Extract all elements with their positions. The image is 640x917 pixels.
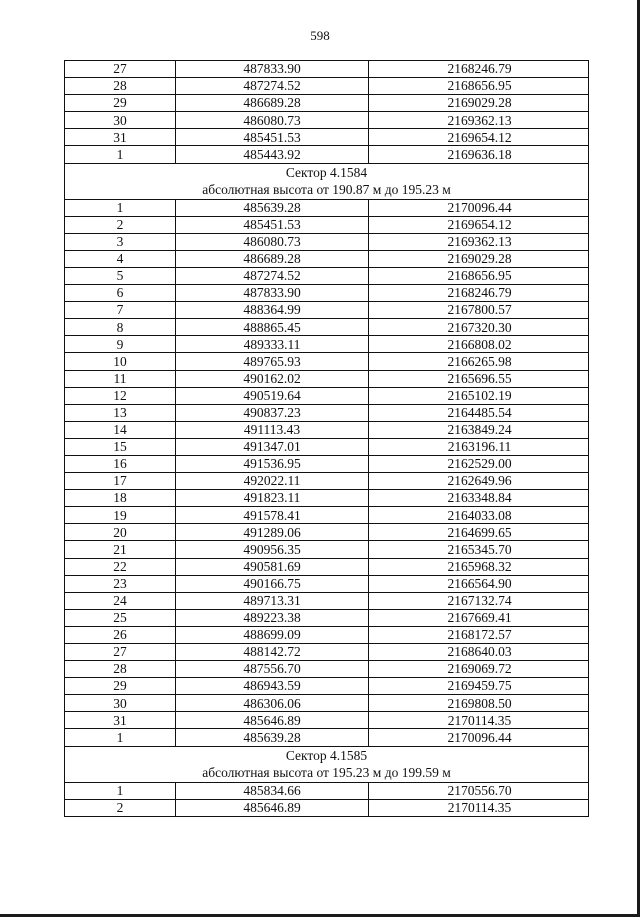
y-coordinate: 2162529.00 xyxy=(368,456,590,472)
table-row xyxy=(64,128,589,145)
point-number: 5 xyxy=(116,268,124,284)
y-coordinate: 2170114.35 xyxy=(368,712,590,728)
point-number: 11 xyxy=(113,370,127,386)
point-number: 27 xyxy=(113,644,127,660)
y-coordinate: 2167669.41 xyxy=(368,610,590,626)
x-coordinate: 486080.73 xyxy=(175,112,368,128)
table-row xyxy=(64,782,589,799)
table-row xyxy=(64,77,589,94)
table-row xyxy=(64,94,589,111)
point-number: 29 xyxy=(113,678,127,694)
x-coordinate: 485451.53 xyxy=(175,217,368,233)
x-coordinate: 489333.11 xyxy=(175,336,368,352)
table-row xyxy=(64,728,589,745)
y-coordinate: 2169654.12 xyxy=(368,217,590,233)
y-coordinate: 2165345.70 xyxy=(368,541,590,557)
point-number: 9 xyxy=(116,336,124,352)
point-number: 1 xyxy=(116,782,124,798)
table-row xyxy=(64,643,589,660)
y-coordinate: 2169069.72 xyxy=(368,661,590,677)
table-row xyxy=(64,472,589,489)
y-coordinate: 2170096.44 xyxy=(368,200,590,216)
point-number: 7 xyxy=(116,302,124,318)
table-row xyxy=(64,145,589,162)
table-bottom-border xyxy=(64,816,589,817)
table-continuation xyxy=(64,60,589,163)
table-row xyxy=(64,335,589,352)
table-row xyxy=(64,694,589,711)
y-coordinate: 2167320.30 xyxy=(368,319,590,335)
y-coordinate: 2168246.79 xyxy=(368,61,590,77)
point-number: 18 xyxy=(113,490,127,506)
x-coordinate: 487556.70 xyxy=(175,661,368,677)
point-number: 8 xyxy=(116,319,124,335)
x-coordinate: 491113.43 xyxy=(175,422,368,438)
x-coordinate: 490956.35 xyxy=(175,541,368,557)
y-coordinate: 2170114.35 xyxy=(368,800,590,816)
x-coordinate: 490519.64 xyxy=(175,388,368,404)
coordinates-table xyxy=(64,60,589,817)
table-row xyxy=(64,506,589,523)
y-coordinate: 2168656.95 xyxy=(368,268,590,284)
y-coordinate: 2164485.54 xyxy=(368,405,590,421)
y-coordinate: 2169654.12 xyxy=(368,129,590,145)
x-coordinate: 487274.52 xyxy=(175,78,368,94)
point-number: 24 xyxy=(113,593,127,609)
x-coordinate: 486306.06 xyxy=(175,695,368,711)
point-number: 14 xyxy=(113,422,127,438)
x-coordinate: 490166.75 xyxy=(175,576,368,592)
x-coordinate: 487833.90 xyxy=(175,61,368,77)
table-row xyxy=(64,711,589,728)
point-number: 30 xyxy=(113,112,127,128)
table-row xyxy=(64,660,589,677)
y-coordinate: 2164699.65 xyxy=(368,524,590,540)
y-coordinate: 2165102.19 xyxy=(368,388,590,404)
y-coordinate: 2168640.03 xyxy=(368,644,590,660)
point-number: 29 xyxy=(113,95,127,111)
y-coordinate: 2168656.95 xyxy=(368,78,590,94)
table-row xyxy=(64,216,589,233)
x-coordinate: 487833.90 xyxy=(175,285,368,301)
table-row xyxy=(64,575,589,592)
y-coordinate: 2169636.18 xyxy=(368,146,590,162)
sector-1585 xyxy=(64,746,589,816)
sector-rows xyxy=(64,199,589,746)
table-row xyxy=(64,267,589,284)
x-coordinate: 490837.23 xyxy=(175,405,368,421)
point-number: 2 xyxy=(116,799,124,815)
y-coordinate: 2169029.28 xyxy=(368,95,590,111)
x-coordinate: 486943.59 xyxy=(175,678,368,694)
y-coordinate: 2169362.13 xyxy=(368,112,590,128)
sector-rows xyxy=(64,782,589,816)
x-coordinate: 486080.73 xyxy=(175,234,368,250)
x-coordinate: 490581.69 xyxy=(175,559,368,575)
sector-title: Сектор 4.1585 xyxy=(285,747,368,763)
x-coordinate: 485639.28 xyxy=(175,729,368,745)
point-number: 20 xyxy=(113,524,127,540)
point-number: 10 xyxy=(113,353,127,369)
y-coordinate: 2162649.96 xyxy=(368,473,590,489)
y-coordinate: 2169362.13 xyxy=(368,234,590,250)
point-number: 22 xyxy=(113,558,127,574)
point-number: 12 xyxy=(113,387,127,403)
x-coordinate: 489713.31 xyxy=(175,593,368,609)
point-number: 30 xyxy=(113,695,127,711)
x-coordinate: 489223.38 xyxy=(175,610,368,626)
table-row xyxy=(64,609,589,626)
x-coordinate: 488865.45 xyxy=(175,319,368,335)
point-number: 13 xyxy=(113,404,127,420)
x-coordinate: 488699.09 xyxy=(175,627,368,643)
x-coordinate: 489765.93 xyxy=(175,353,368,369)
y-coordinate: 2163348.84 xyxy=(368,490,590,506)
table-row xyxy=(64,284,589,301)
point-number: 25 xyxy=(113,610,127,626)
table-row xyxy=(64,438,589,455)
y-coordinate: 2163849.24 xyxy=(368,422,590,438)
x-coordinate: 488364.99 xyxy=(175,302,368,318)
x-coordinate: 491536.95 xyxy=(175,456,368,472)
y-coordinate: 2168246.79 xyxy=(368,285,590,301)
table-row xyxy=(64,301,589,318)
point-number: 1 xyxy=(116,146,124,162)
x-coordinate: 485443.92 xyxy=(175,146,368,162)
x-coordinate: 486689.28 xyxy=(175,251,368,267)
y-coordinate: 2167800.57 xyxy=(368,302,590,318)
table-row xyxy=(64,455,589,472)
table-row xyxy=(64,592,589,609)
y-coordinate: 2165968.32 xyxy=(368,559,590,575)
y-coordinate: 2168172.57 xyxy=(368,627,590,643)
y-coordinate: 2164033.08 xyxy=(368,507,590,523)
y-coordinate: 2166808.02 xyxy=(368,336,590,352)
table-row xyxy=(64,111,589,128)
x-coordinate: 492022.11 xyxy=(175,473,368,489)
point-number: 3 xyxy=(116,234,124,250)
point-number: 1 xyxy=(116,729,124,745)
y-coordinate: 2169029.28 xyxy=(368,251,590,267)
table-row xyxy=(64,421,589,438)
point-number: 6 xyxy=(116,285,124,301)
table-row xyxy=(64,799,589,816)
sector-altitude: абсолютная высота от 190.87 м до 195.23 м xyxy=(202,182,451,198)
table-row xyxy=(64,60,589,77)
y-coordinate: 2166564.90 xyxy=(368,576,590,592)
sector-altitude: абсолютная высота от 195.23 м до 199.59 м xyxy=(202,765,451,781)
sector-1584 xyxy=(64,163,589,746)
sector-title: Сектор 4.1584 xyxy=(285,164,368,180)
y-coordinate: 2166265.98 xyxy=(368,353,590,369)
y-coordinate: 2169808.50 xyxy=(368,695,590,711)
table-row xyxy=(64,523,589,540)
table-row xyxy=(64,489,589,506)
point-number: 16 xyxy=(113,456,127,472)
x-coordinate: 487274.52 xyxy=(175,268,368,284)
point-number: 1 xyxy=(116,199,124,215)
y-coordinate: 2163196.11 xyxy=(368,439,590,455)
table-row xyxy=(64,370,589,387)
table-row xyxy=(64,677,589,694)
x-coordinate: 491578.41 xyxy=(175,507,368,523)
x-coordinate: 491347.01 xyxy=(175,439,368,455)
point-number: 15 xyxy=(113,439,127,455)
table-row xyxy=(64,404,589,421)
y-coordinate: 2169459.75 xyxy=(368,678,590,694)
point-number: 2 xyxy=(116,216,124,232)
point-number: 17 xyxy=(113,473,127,489)
point-number: 27 xyxy=(113,61,127,77)
table-row xyxy=(64,199,589,216)
page-number: 598 xyxy=(310,28,330,43)
table-row xyxy=(64,352,589,369)
y-coordinate: 2165696.55 xyxy=(368,371,590,387)
point-number: 28 xyxy=(113,78,127,94)
x-coordinate: 485451.53 xyxy=(175,129,368,145)
sector-header xyxy=(64,746,589,782)
table-row xyxy=(64,626,589,643)
y-coordinate: 2170556.70 xyxy=(368,783,590,799)
x-coordinate: 490162.02 xyxy=(175,371,368,387)
x-coordinate: 485646.89 xyxy=(175,800,368,816)
table-row xyxy=(64,558,589,575)
point-number: 31 xyxy=(113,712,127,728)
x-coordinate: 485834.66 xyxy=(175,783,368,799)
point-number: 28 xyxy=(113,661,127,677)
point-number: 31 xyxy=(113,129,127,145)
x-coordinate: 486689.28 xyxy=(175,95,368,111)
x-coordinate: 485639.28 xyxy=(175,200,368,216)
x-coordinate: 491823.11 xyxy=(175,490,368,506)
x-coordinate: 491289.06 xyxy=(175,524,368,540)
table-row xyxy=(64,233,589,250)
table-row xyxy=(64,318,589,335)
point-number: 19 xyxy=(113,507,127,523)
x-coordinate: 485646.89 xyxy=(175,712,368,728)
point-number: 4 xyxy=(116,251,124,267)
table-row xyxy=(64,387,589,404)
y-coordinate: 2170096.44 xyxy=(368,729,590,745)
point-number: 26 xyxy=(113,627,127,643)
x-coordinate: 488142.72 xyxy=(175,644,368,660)
y-coordinate: 2167132.74 xyxy=(368,593,590,609)
point-number: 21 xyxy=(113,541,127,557)
sector-header xyxy=(64,163,589,199)
table-row xyxy=(64,250,589,267)
table-row xyxy=(64,540,589,557)
point-number: 23 xyxy=(113,575,127,591)
